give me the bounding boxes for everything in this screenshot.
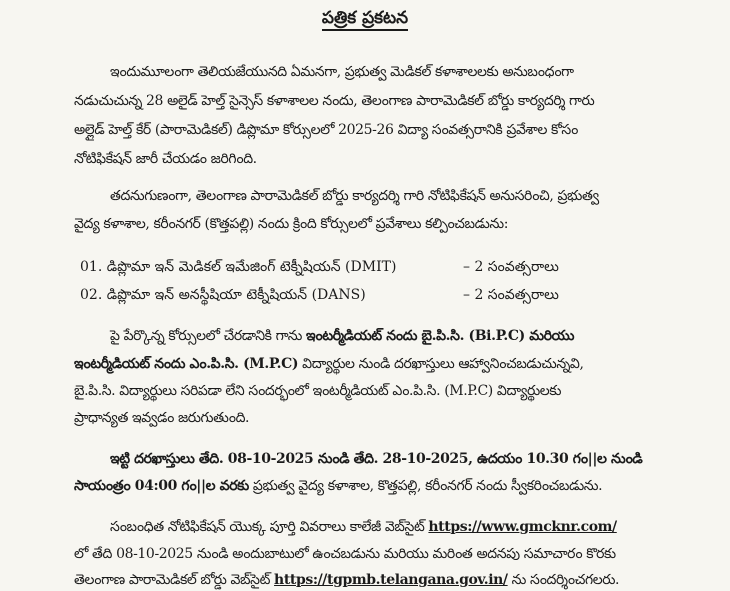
- course-item-dmit: 01. డిప్లొమా ఇన్ మెడికల్ ఇమేజింగ్ టెక్నీషియన్ (DMIT): [80, 259, 397, 275]
- para3-line1: పై పేర్కొన్న కోర్సులలో చేరడానికి గాను ఇంటర్మీడియట్ నందు బై.పి.సి. (Bi.P.C) మరియు: [110, 328, 575, 344]
- college-website-link[interactable]: https://www.gmcknr.com/: [428, 519, 617, 535]
- para1-line3: అల్లైడ్ హెల్త్ కేర్ (పారామెడికల్) డిప్లొమా కోర్సులలో 2025-26 విద్యా సంవత్సరానికి ప్రవేశాల కోసం: [74, 122, 578, 138]
- para1-line2: నడుచుచున్న 28 అలైడ్ హెల్త్ సైన్సెస్ కళాశాలల నందు, తెలంగాణ పారామెడికల్ బోర్డు కార్యదర్శి గారు: [74, 93, 595, 109]
- course-duration-dmit: – 2 సంవత్సరాలు: [463, 259, 559, 275]
- para2-line1: తదనుగుణంగా, తెలంగాణ పారామెడికల్ బోర్డు కార్యదర్శి గారి నోటిఫికేషన్ అనుసరించి, ప్రభుత్వ: [110, 188, 599, 204]
- para5-line3: తెలంగాణ పారామెడికల్ బోర్డు వెబ్‌సైట్ https://tgpmb.telangana.gov.in/ ను సందర్శించగలరు.: [74, 572, 620, 588]
- para3-line2: ఇంటర్మీడియట్ నందు ఎం.పి.సి. (M.P.C) విద్యార్థుల నుండి దరఖాస్తులు ఆహ్వానించబడుచున్నవి,: [74, 356, 584, 372]
- para4-line2: సాయంత్రం 04:00 గం||ల వరకు ప్రభుత్వ వైద్య కళాశాల, కొత్తపల్లి, కరీంనగర్ నందు స్వీకరించబడును.: [74, 478, 603, 494]
- para2-line2: వైద్య కళాశాల, కరీంనగర్ (కొత్తపల్లి) నందు క్రింది కోర్సులలో ప్రవేశాలు కల్పించబడును:: [74, 216, 509, 232]
- para1-line1: ఇందుమూలంగా తెలియజేయునది ఏమనగా, ప్రభుత్వ మెడికల్ కళాశాలలకు అనుబంధంగా: [110, 64, 574, 80]
- board-website-link[interactable]: https://tgpmb.telangana.gov.in/: [274, 572, 508, 588]
- course-item-dans: 02. డిప్లొమా ఇన్ అనస్థీషియా టెక్నీషియన్ (DANS): [80, 287, 366, 303]
- para3-line4: ప్రాధాన్యత ఇవ్వడం జరుగుతుంది.: [74, 410, 250, 426]
- para5-line1: సంబంధిత నోటిఫికేషన్ యొక్క పూర్తి వివరాలు కాలేజీ వెబ్‌సైట్ https://www.gmcknr.com/: [110, 519, 617, 535]
- course-duration-dans: – 2 సంవత్సరాలు: [463, 287, 559, 303]
- para4-line1: ఇట్టి దరఖాస్తులు తేది. 08-10-2025 నుండి తేది. 28-10-2025, ఉదయం 10.30 గం||ల నుండి: [110, 451, 643, 467]
- document-title: పత్రిక ప్రకటన: [0, 8, 730, 32]
- para1-line4: నోటిఫికేషన్ జారీ చేయడం జరిగింది.: [74, 151, 257, 167]
- para3-line3: బై.పి.సి. విద్యార్థులు సరిపడా లేని సందర్భంలో ఇంటర్మీడియట్ ఎం.పి.సి. (M.P.C) విద్యార్థులకు: [74, 383, 562, 399]
- para5-line2: లో తేది 08-10-2025 నుండి అందుబాటులో ఉంచబడును మరియు మరింత అదనపు సమాచారం కొరకు: [74, 546, 616, 562]
